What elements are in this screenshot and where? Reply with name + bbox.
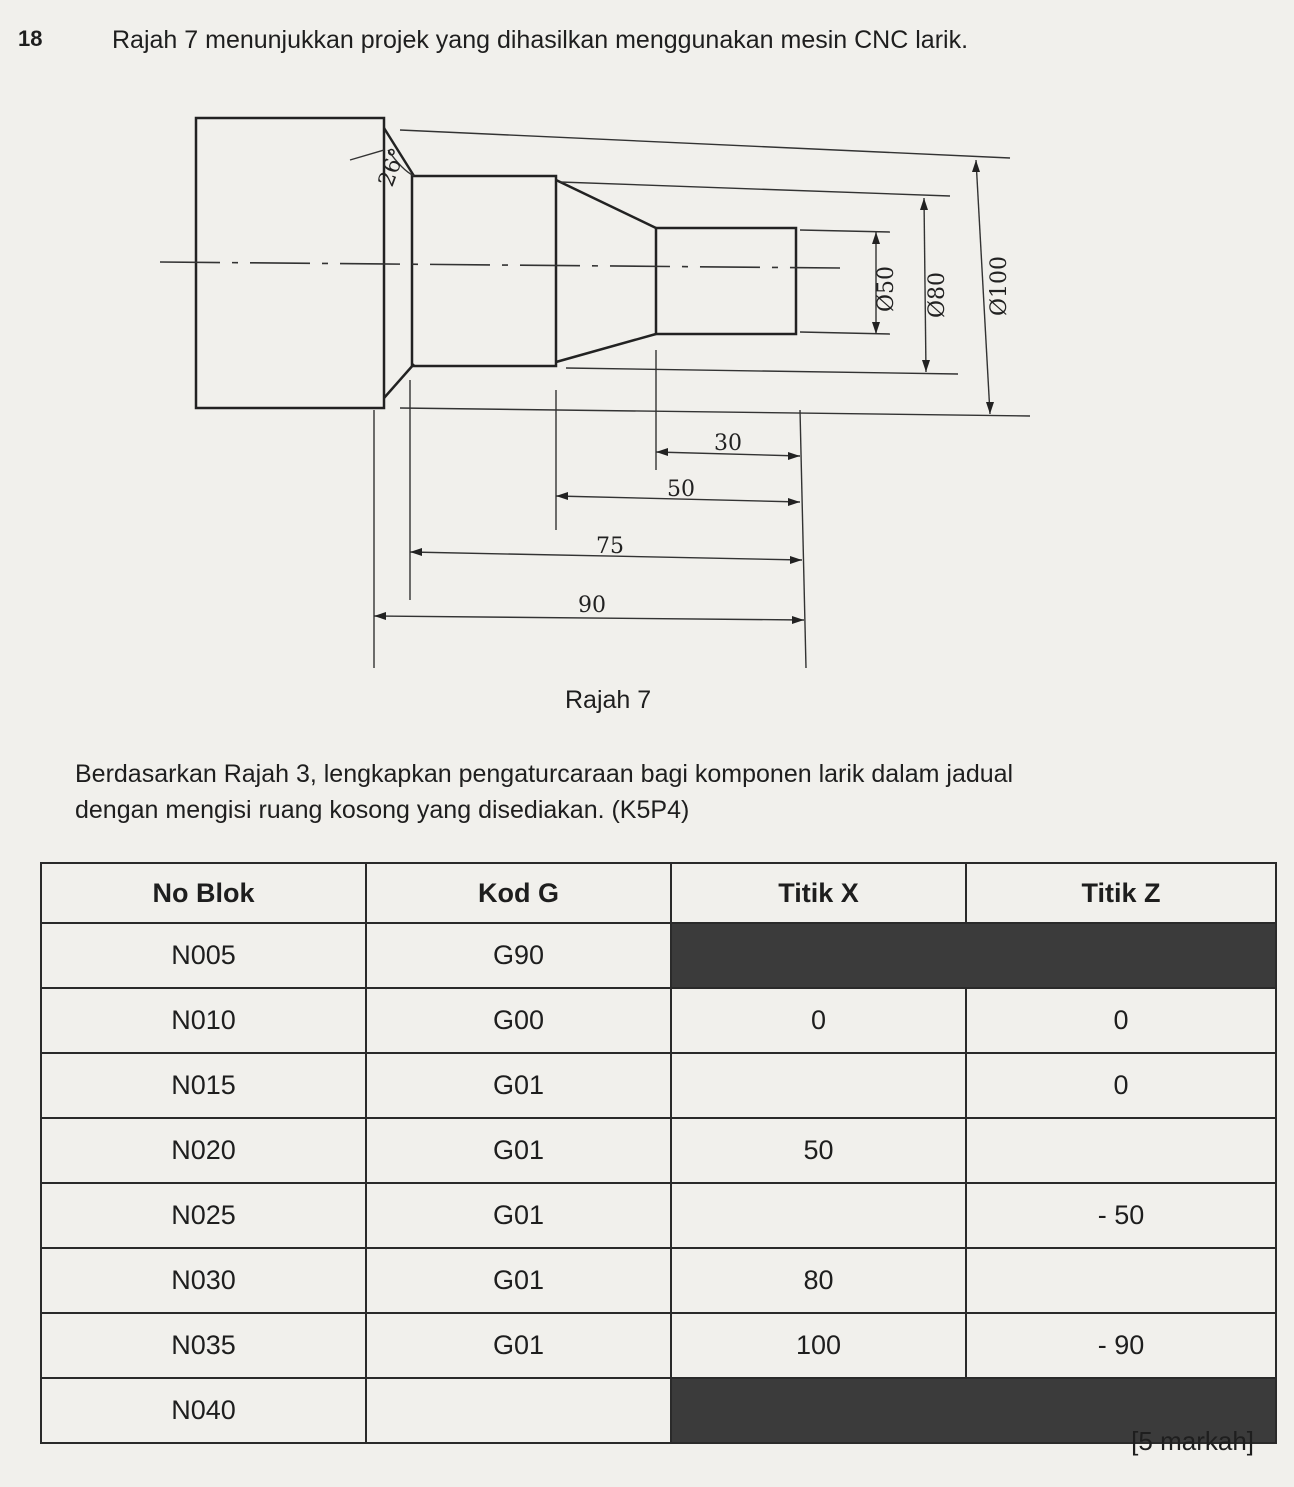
cnc-program-table: [40, 862, 1277, 1444]
header-kod-g: Kod G: [366, 863, 671, 923]
cell-kod-g: G01: [366, 1183, 671, 1248]
table-header-row: [41, 863, 1276, 923]
table-row: [41, 1118, 1276, 1183]
dia50-label: Ø50: [874, 265, 899, 312]
table-row: [41, 923, 1276, 988]
cell-titik-x[interactable]: [671, 1183, 966, 1248]
length-50-label: 50: [667, 477, 695, 502]
length-30-label: 30: [714, 431, 742, 456]
cell-kod-g: G01: [366, 1053, 671, 1118]
instruction-line-2: dengan mengisi ruang kosong yang disediakan. (K5P4): [75, 796, 690, 824]
dia100-label: Ø100: [987, 255, 1012, 316]
cell-titik-x[interactable]: 80: [671, 1248, 966, 1313]
section-dia50: [656, 228, 796, 334]
cell-titik-x[interactable]: 50: [671, 1118, 966, 1183]
table-row: [41, 988, 1276, 1053]
cell-titik-z[interactable]: [966, 1248, 1276, 1313]
header-no-blok: No Blok: [41, 863, 366, 923]
dia80-label: Ø80: [925, 271, 950, 318]
length-75-label: 75: [596, 534, 624, 559]
cell-titik-z[interactable]: 0: [966, 1053, 1276, 1118]
table-row: [41, 1183, 1276, 1248]
table-row: [41, 1053, 1276, 1118]
cell-kod-g: G01: [366, 1313, 671, 1378]
cell-kod-g: G01: [366, 1248, 671, 1313]
cell-blok: N010: [41, 988, 366, 1053]
cell-titik-x[interactable]: 100: [671, 1313, 966, 1378]
marks-label: [5 markah]: [1131, 1426, 1254, 1456]
cell-blok: N030: [41, 1248, 366, 1313]
cell-kod-g: G90: [366, 923, 671, 988]
cell-titik-z[interactable]: - 90: [966, 1313, 1276, 1378]
section-dia100: [412, 176, 556, 366]
table-row: [41, 1248, 1276, 1313]
cell-blok: N040: [41, 1378, 366, 1443]
cell-blok: N025: [41, 1183, 366, 1248]
centre-line: [160, 262, 840, 268]
table-row: [41, 1378, 1276, 1443]
cell-titik-x[interactable]: [671, 1053, 966, 1118]
cell-kod-g[interactable]: [366, 1378, 671, 1443]
cell-blok: N005: [41, 923, 366, 988]
cell-titik-z[interactable]: - 50: [966, 1183, 1276, 1248]
cell-blok: N020: [41, 1118, 366, 1183]
header-titik-z: Titik Z: [966, 863, 1276, 923]
table-row: [41, 1313, 1276, 1378]
question-text: Rajah 7 menunjukkan projek yang dihasilkan menggunakan mesin CNC larik.: [112, 26, 969, 54]
cell-blok: N015: [41, 1053, 366, 1118]
cell-kod-g: G01: [366, 1118, 671, 1183]
cell-kod-g: G00: [366, 988, 671, 1053]
length-90-label: 90: [578, 593, 606, 618]
cell-titik-x[interactable]: 0: [671, 988, 966, 1053]
cell-blok: N035: [41, 1313, 366, 1378]
shaded-cell: [671, 923, 1276, 988]
cell-titik-z[interactable]: 0: [966, 988, 1276, 1053]
lathe-part-drawing: [0, 0, 1294, 700]
cell-titik-z[interactable]: [966, 1118, 1276, 1183]
header-titik-x: Titik X: [671, 863, 966, 923]
instruction-line-1: Berdasarkan Rajah 3, lengkapkan pengaturcaraan bagi komponen larik dalam jadual: [75, 760, 1014, 788]
angle-label: 26°: [374, 144, 411, 191]
figure-caption: Rajah 7: [565, 686, 652, 714]
instruction: [75, 756, 1013, 828]
question-number: 18: [18, 26, 43, 51]
